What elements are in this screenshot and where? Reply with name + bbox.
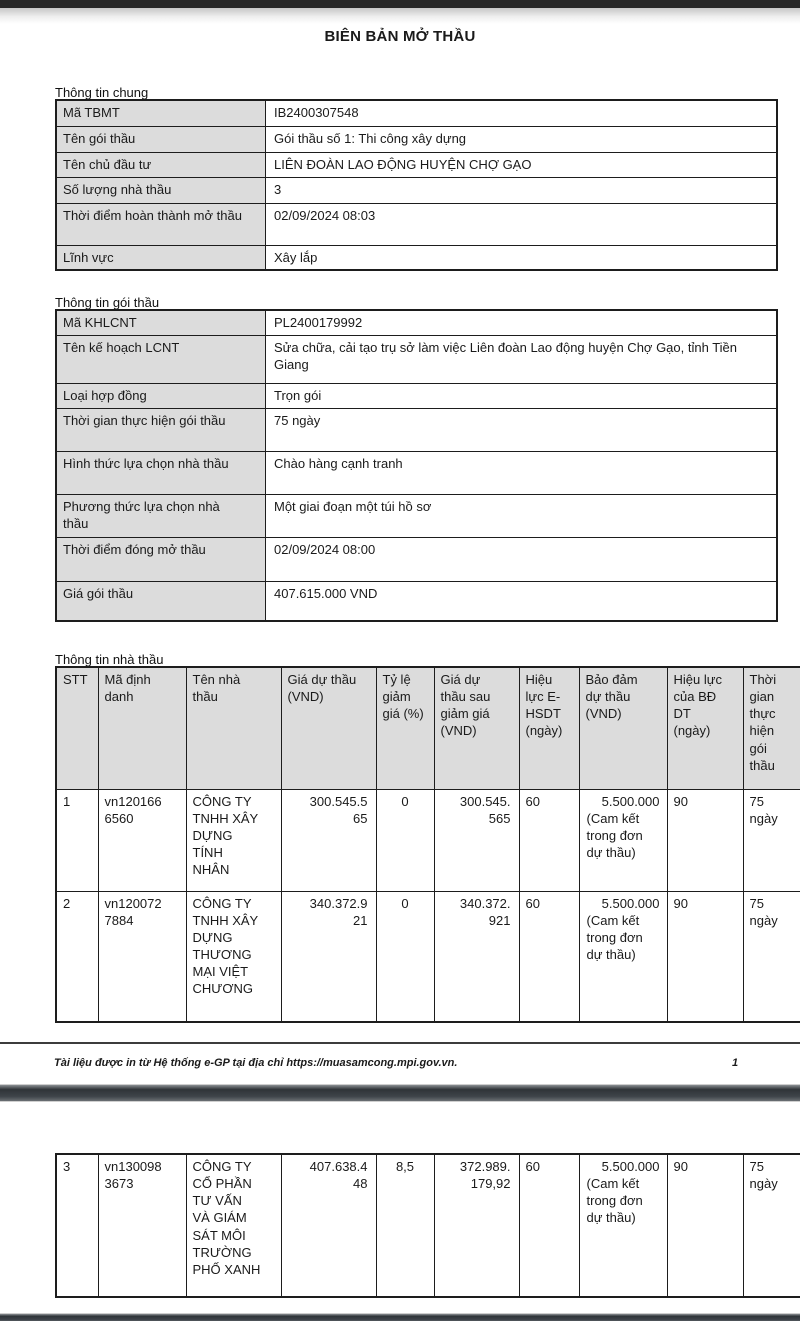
bidder-row (56, 891, 800, 1022)
column-header: Hiệu lực E-HSDT (ngày) (519, 667, 579, 789)
guarantee-amount: 5.500.000 (601, 1159, 660, 1174)
guarantee-amount: 5.500.000 (601, 895, 660, 911)
cell-discount-pct: 0 (376, 789, 434, 891)
row-label: Lĩnh vực (56, 245, 266, 270)
cell-ehsdt-validity: 60 (519, 891, 579, 1022)
cell-bid-guarantee (579, 789, 667, 891)
cell-bid-price: 340.372.921 (281, 891, 376, 1022)
page-top-shadow (0, 8, 800, 24)
guarantee-note: (Cam kết trong đơn dự thầu) (586, 912, 643, 962)
cell-bidder-id: vn1300983673 (98, 1154, 186, 1297)
row-value: 02/09/2024 08:00 (266, 537, 778, 581)
column-header: Bảo đảm dự thầu (VND) (579, 667, 667, 789)
cell-ehsdt-validity: 60 (519, 789, 579, 891)
row-label: Tên kế hoạch LCNT (56, 335, 266, 383)
package-info-table (55, 309, 778, 622)
row-label: Giá gói thầu (56, 581, 266, 621)
cell-stt: 1 (56, 789, 98, 891)
cell-bid-guarantee (579, 1154, 667, 1297)
table-row (56, 152, 777, 177)
column-header: Thời gian thực hiện gói thầu (743, 667, 800, 789)
table-row (56, 100, 777, 126)
row-value: Sửa chữa, cải tạo trụ sở làm việc Liên đoàn Lao động huyện Chợ Gạo, tỉnh Tiền Giang (266, 335, 778, 383)
page-title: BIÊN BẢN MỞ THẦU (324, 28, 476, 45)
column-header: Mã định danh (98, 667, 186, 789)
row-label: Tên gói thầu (56, 126, 266, 152)
column-header: STT (56, 667, 98, 789)
bidder-row (56, 1154, 800, 1297)
cell-duration: 75 ngày (743, 891, 800, 1022)
row-value: 75 ngày (266, 408, 778, 451)
row-value: Trọn gói (266, 383, 778, 408)
bidders-table (55, 666, 800, 1023)
general-info-table (55, 99, 778, 271)
bidders-header-row (56, 667, 800, 789)
cell-bd-validity: 90 (667, 891, 743, 1022)
cell-stt: 2 (56, 891, 98, 1022)
row-value: 407.615.000 VND (266, 581, 778, 621)
section-heading-bidders: Thông tin nhà thầu (55, 652, 164, 667)
cell-duration: 75 ngày (743, 1154, 800, 1297)
row-value: Một giai đoạn một túi hồ sơ (266, 494, 778, 537)
section-heading-general: Thông tin chung (55, 85, 149, 100)
cell-discount-pct: 0 (376, 891, 434, 1022)
row-value: Gói thầu số 1: Thi công xây dựng (266, 126, 778, 152)
table-row (56, 335, 777, 383)
table-row (56, 581, 777, 621)
row-label: Số lượng nhà thầu (56, 177, 266, 203)
row-value: 3 (266, 177, 778, 203)
row-value: PL2400179992 (266, 310, 778, 335)
cell-bid-price: 407.638.448 (281, 1154, 376, 1297)
cell-bidder-name: CÔNG TY CỔ PHẦN TƯ VẤN VÀ GIÁM SÁT MÔI TRƯỜNG PHỐ XANH (186, 1154, 281, 1297)
bidders-table-continued (55, 1153, 800, 1298)
cell-bid-guarantee (579, 891, 667, 1022)
row-value: Xây lắp (266, 245, 778, 270)
guarantee-note: (Cam kết trong đơn dự thầu) (586, 1176, 643, 1226)
table-row (56, 310, 777, 335)
table-row (56, 494, 777, 537)
row-label: Hình thức lựa chọn nhà thầu (56, 451, 266, 494)
column-header: Giá dự thầu (VND) (281, 667, 376, 789)
column-header: Tỷ lệ giảm giá (%) (376, 667, 434, 789)
cell-price-after-discount: 340.372.921 (434, 891, 519, 1022)
table-row (56, 203, 777, 245)
cell-duration: 75 ngày (743, 789, 800, 891)
table-row (56, 383, 777, 408)
page-separator-bar (0, 1084, 800, 1102)
row-label: Mã TBMT (56, 100, 266, 126)
row-label: Mã KHLCNT (56, 310, 266, 335)
table-row (56, 245, 777, 270)
cell-bidder-name: CÔNG TY TNHH XÂY DỰNG TÍNH NHÂN (186, 789, 281, 891)
cell-stt: 3 (56, 1154, 98, 1297)
footer-note: Tài liệu được in từ Hệ thống e-GP tại địa chỉ https://muasamcong.mpi.gov.vn. (54, 1057, 458, 1069)
row-value: Chào hàng cạnh tranh (266, 451, 778, 494)
cell-bid-price: 300.545.565 (281, 789, 376, 891)
row-value: 02/09/2024 08:03 (266, 203, 778, 245)
section-heading-package: Thông tin gói thầu (55, 295, 160, 310)
cell-bd-validity: 90 (667, 789, 743, 891)
guarantee-amount: 5.500.000 (601, 793, 660, 809)
row-value: IB2400307548 (266, 100, 778, 126)
row-label: Thời điểm đóng mở thầu (56, 537, 266, 581)
cell-bidder-id: vn1201666560 (98, 789, 186, 891)
cell-discount-pct: 8,5 (376, 1154, 434, 1297)
table-row (56, 537, 777, 581)
column-header: Tên nhà thầu (186, 667, 281, 789)
row-value: LIÊN ĐOÀN LAO ĐỘNG HUYỆN CHỢ GẠO (266, 152, 778, 177)
row-label: Loại hợp đồng (56, 383, 266, 408)
column-header: Hiệu lực của BĐ DT (ngày) (667, 667, 743, 789)
table-row (56, 126, 777, 152)
page-separator-bar-bottom (0, 1313, 800, 1321)
row-label: Phương thức lựa chọn nhà thầu (56, 494, 266, 537)
bidder-row (56, 789, 800, 891)
guarantee-note: (Cam kết trong đơn dự thầu) (586, 810, 643, 860)
page-number: 1 (731, 1057, 739, 1069)
viewer-top-edge-bar (0, 0, 800, 8)
cell-bd-validity: 90 (667, 1154, 743, 1297)
cell-bidder-name: CÔNG TY TNHH XÂY DỰNG THƯƠNG MẠI VIỆT CHƯƠNG (186, 891, 281, 1022)
row-label: Tên chủ đầu tư (56, 152, 266, 177)
column-header: Giá dự thầu sau giảm giá (VND) (434, 667, 519, 789)
cell-price-after-discount: 300.545.565 (434, 789, 519, 891)
table-row (56, 408, 777, 451)
cell-ehsdt-validity: 60 (519, 1154, 579, 1297)
footer-divider (0, 1042, 800, 1044)
row-label: Thời điểm hoàn thành mở thầu (56, 203, 266, 245)
cell-bidder-id: vn1200727884 (98, 891, 186, 1022)
table-row (56, 451, 777, 494)
table-row (56, 177, 777, 203)
row-label: Thời gian thực hiện gói thầu (56, 408, 266, 451)
cell-price-after-discount: 372.989.179,92 (434, 1154, 519, 1297)
